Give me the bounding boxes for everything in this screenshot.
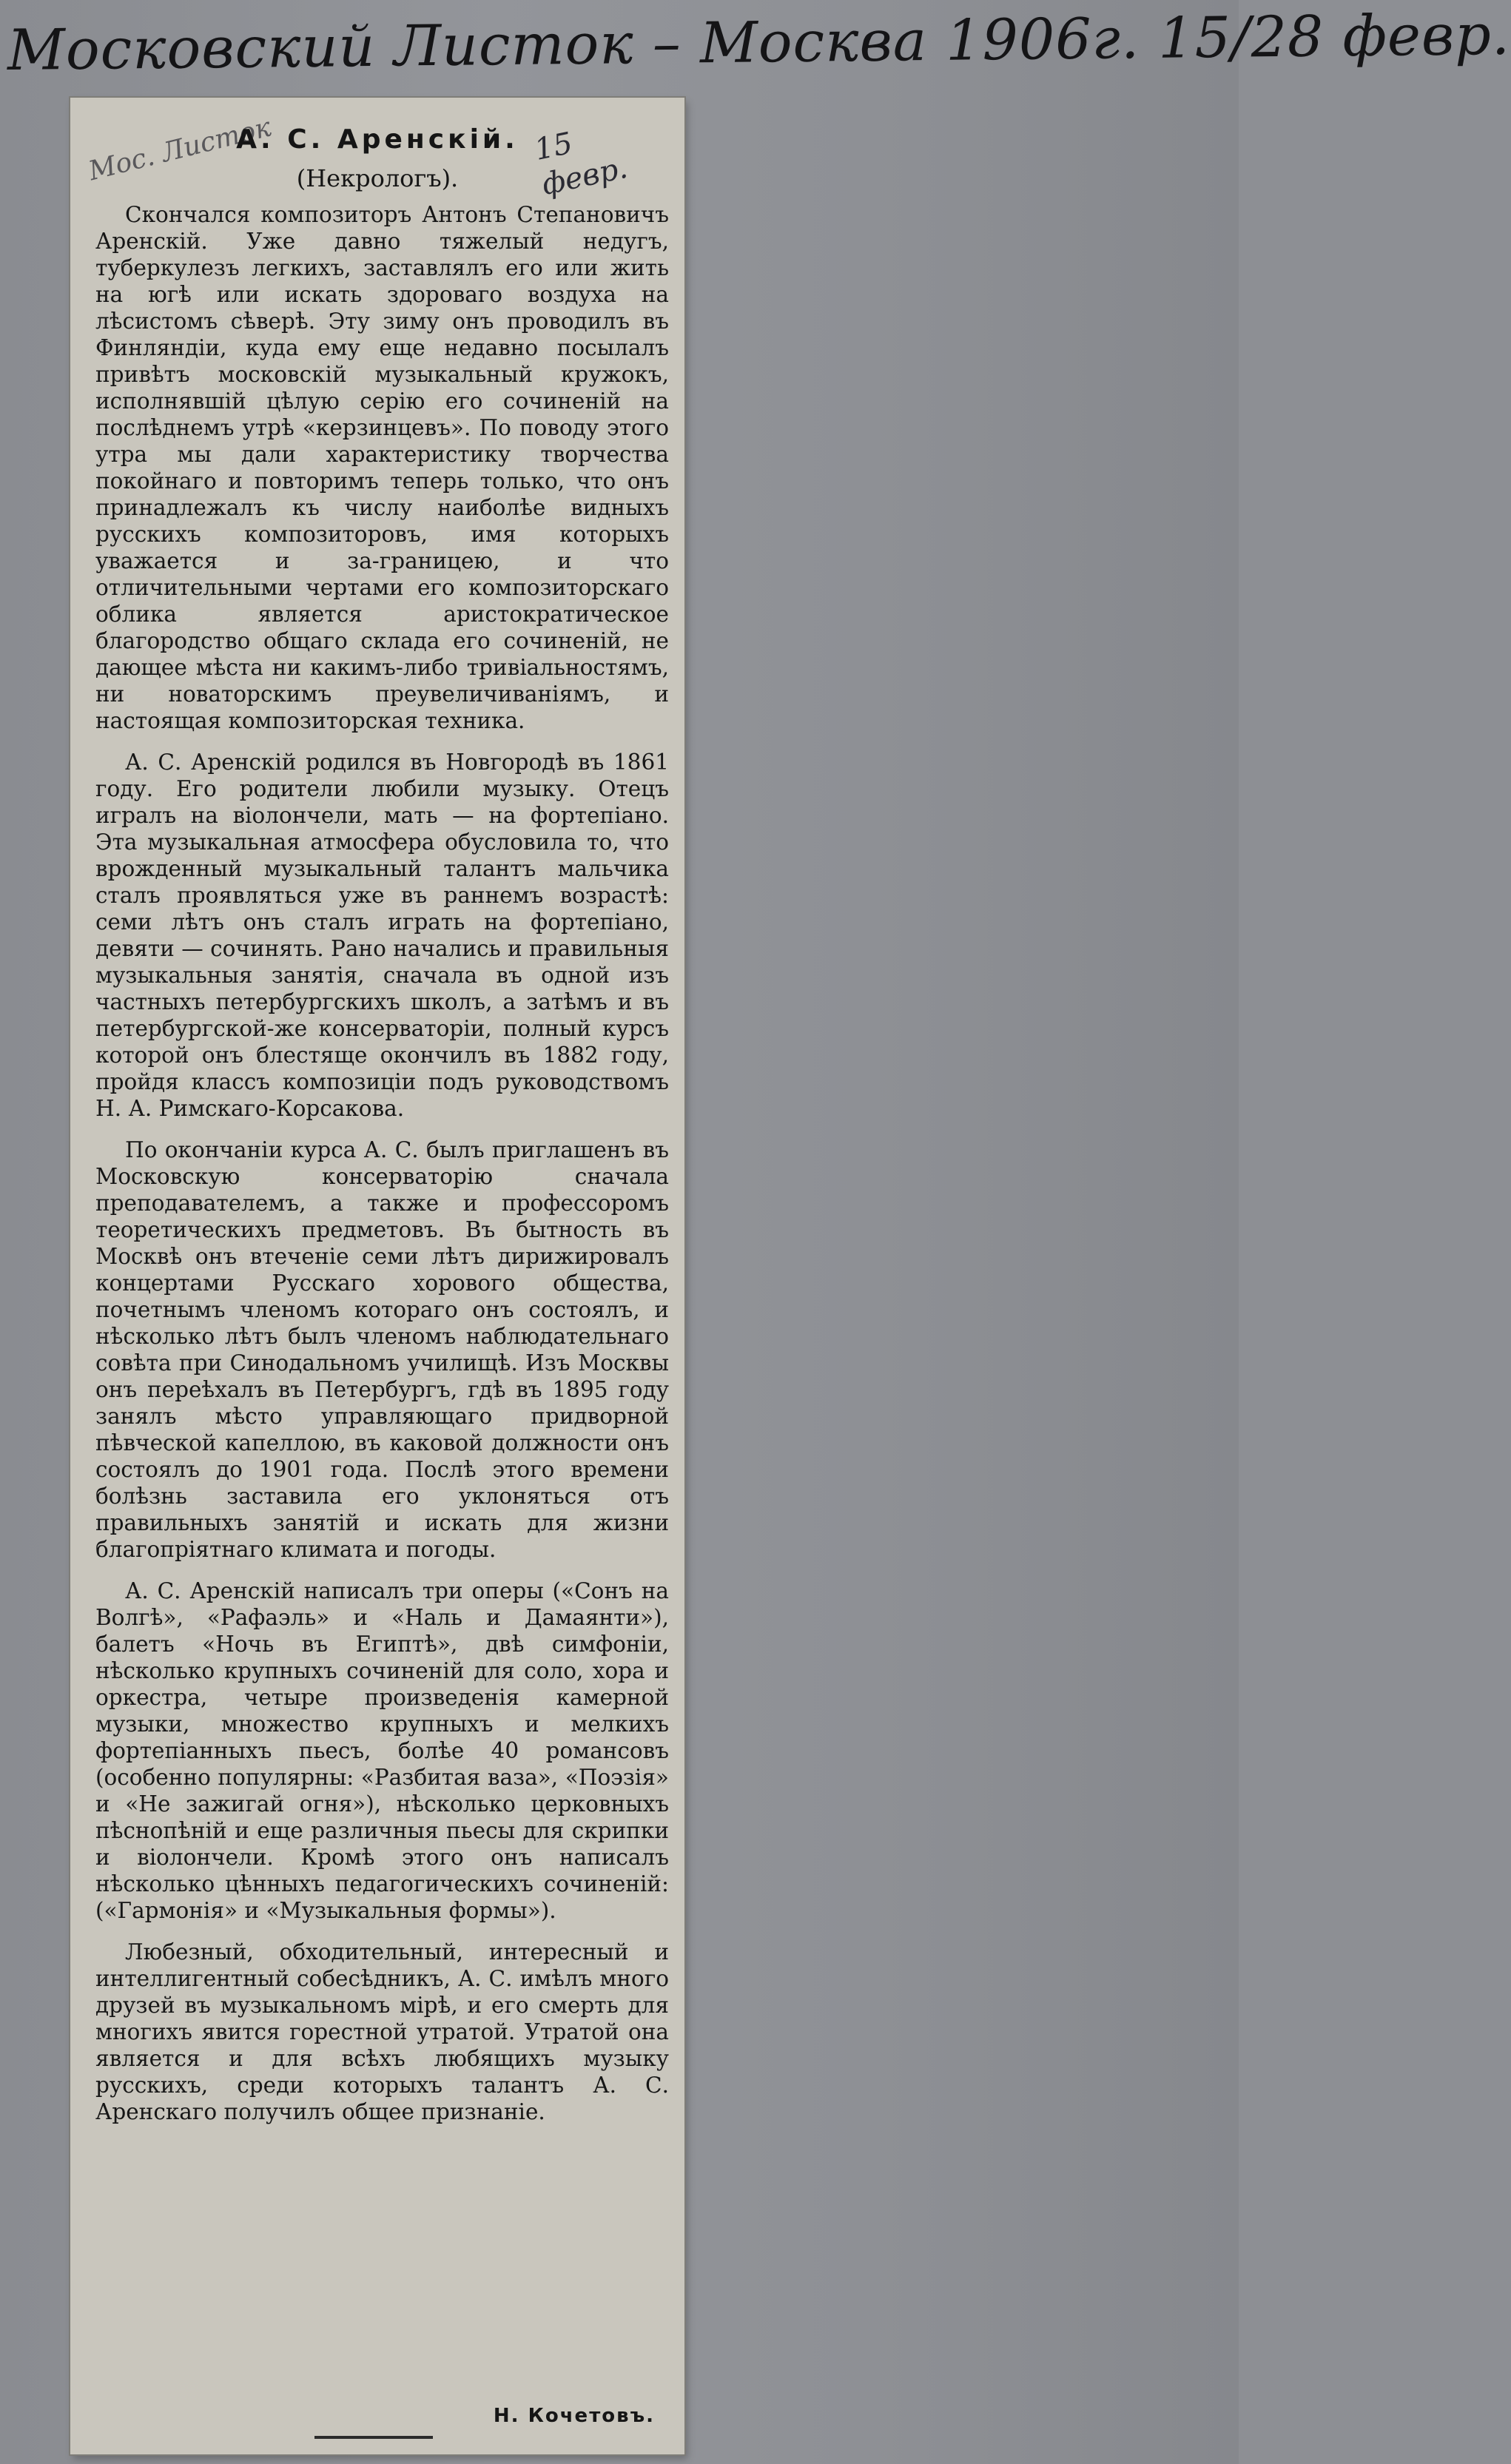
- newspaper-clipping: [70, 98, 684, 2454]
- article-subtitle: (Некрологъ).: [296, 164, 459, 192]
- paragraph: Скончался композиторъ Антонъ Степановичъ Аренскій. Уже давно тяжелый недугъ, туберкулезъ легкихъ, заставлялъ его или жить на югѣ или искать здороваго воздуха на лѣсистомъ сѣверѣ. Эту зиму онъ проводилъ въ Финляндіи, куда ему еще недавно посылалъ привѣтъ московскій музыкальный кружокъ, исполнявшій цѣлую серію его сочиненій на послѣднемъ утрѣ «керзинцевъ». По поводу этого утра мы дали характеристику творчества покойнаго и повторимъ теперь только, что онъ принадлежалъ къ числу наиболѣе видныхъ русскихъ композиторовъ, имя которыхъ уважается и за-границею, и что отличительными чертами его композиторскаго облика является аристократическое благородство общаго склада его сочиненій, не дающее мѣста ни какимъ-либо тривіальностямъ, ни новаторскимъ преувеличиваніямъ, и настоящая композиторская техника.: [95, 202, 669, 733]
- column-end-rule: [314, 2436, 433, 2439]
- paragraph: А. С. Аренскій написалъ три оперы («Сонъ на Волгѣ», «Рафаэль» и «Наль и Дамаянти»), балетъ «Ночь въ Египтѣ», двѣ симфоніи, нѣсколько крупныхъ сочиненій для соло, хора и оркестра, четыре произведенія камерной музыки, множество крупныхъ и мелкихъ фортепіанныхъ пьесъ, болѣе 40 романсовъ (особенно популярны: «Разбитая ваза», «Поэзія» и «Не зажигай огня»), нѣсколько церковныхъ пѣснопѣній и еще различныя пьесы для скрипки и віолончели. Кромѣ этого онъ написалъ нѣсколько цѣнныхъ педагогическихъ сочиненій: («Гармонія» и «Музыкальныя формы»).: [95, 1578, 669, 1923]
- paragraph: Любезный, обходительный, интересный и интеллигентный собесѣдникъ, А. С. имѣлъ много друзей въ музыкальномъ мірѣ, и его смерть для многихъ явится горестной утратой. Утратой она является и для всѣхъ любящихъ музыку русскихъ, среди которыхъ талантъ А. С. Аренскаго получилъ общее признаніе.: [95, 1939, 669, 2124]
- article-title: А. С. Аренскій.: [236, 124, 519, 155]
- handwritten-header: Московский Листок – Москва 1906г. 15/28 февр.: [7, 1, 1511, 83]
- handwritten-margin-date: 15 февр.: [531, 126, 631, 202]
- paragraph: По окончаніи курса А. С. былъ приглашенъ въ Московскую консерваторію сначала преподавателемъ, а также и профессоромъ теоретическихъ предметовъ. Въ бытность въ Москвѣ онъ втеченіе семи лѣтъ дирижировалъ концертами Русскаго хорового общества, почетнымъ членомъ котораго онъ состоялъ, и нѣсколько лѣтъ былъ членомъ наблюдательнаго совѣта при Синодальномъ училищѣ. Изъ Москвы онъ переѣхалъ въ Петербургъ, гдѣ въ 1895 году занялъ мѣсто управляющаго придворной пѣвческой капеллою, въ каковой должности онъ состоялъ до 1901 года. Послѣ этого времени болѣзнь заставила его уклоняться отъ правильныхъ занятій и искать для жизни благопріятнаго климата и погоды.: [95, 1137, 669, 1562]
- author-signature: Н. Кочетовъ.: [493, 2405, 655, 2427]
- handwritten-margin-note: Мос. Листок: [85, 112, 275, 187]
- article-body: [95, 201, 669, 2140]
- paragraph: А. С. Аренскій родился въ Новгородѣ въ 1861 году. Его родители любили музыку. Отецъ игралъ на віолончели, мать — на фортепіано. Эта музыкальная атмосфера обусловила то, что врожденный музыкальный талантъ мальчика сталъ проявляться уже въ раннемъ возрастѣ: семи лѣтъ онъ сталъ играть на фортепіано, девяти — сочинять. Рано начались и правильныя музыкальныя занятія, сначала въ одной изъ частныхъ петербургскихъ школъ, а затѣмъ и въ петербургской-же консерваторіи, полный курсъ которой онъ блестяще окончилъ въ 1882 году, пройдя классъ композиціи подъ руководствомъ Н. А. Римскаго-Корсакова.: [95, 750, 669, 1121]
